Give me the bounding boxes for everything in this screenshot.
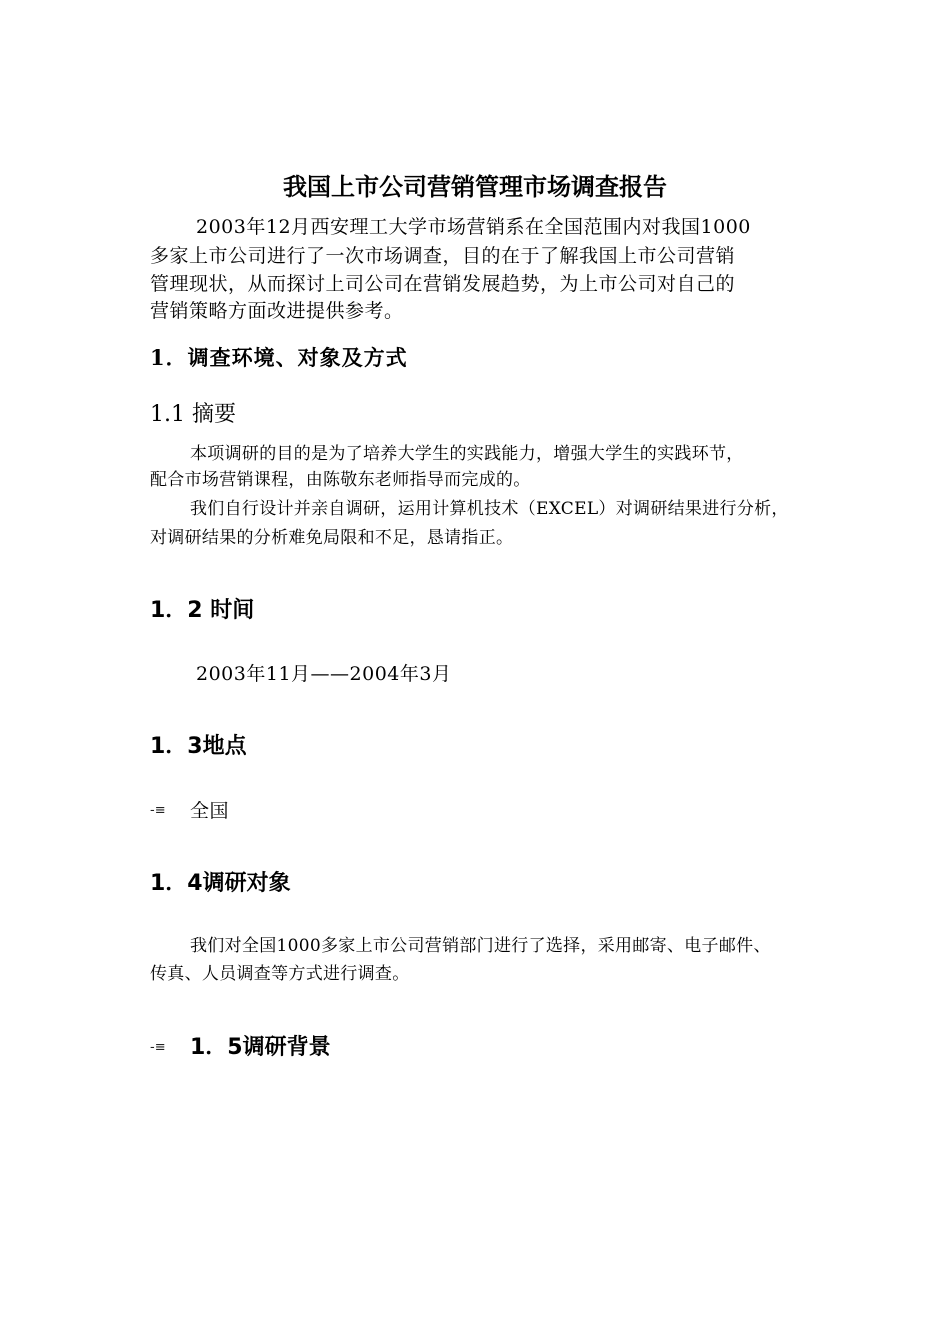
object-line: 我们对全国1000多家上市公司营销部门进行了选择，采用邮寄、电子邮件、 bbox=[190, 936, 771, 956]
intro-line: 2003年12月西安理工大学市场营销系在全国范围内对我国1000 bbox=[196, 216, 751, 238]
location-text: 全国 bbox=[190, 800, 230, 822]
document-title: 我国上市公司营销管理市场调查报告 bbox=[283, 173, 667, 201]
summary-line: 我们自行设计并亲自调研，运用计算机技术（EXCEL）对调研结果进行分析， bbox=[190, 499, 789, 519]
section-1-3-heading: 1．3地点 bbox=[150, 734, 247, 759]
object-line: 传真、人员调查等方式进行调查。 bbox=[150, 964, 410, 984]
section-1-1-heading: 1.1 摘要 bbox=[150, 402, 236, 427]
intro-line: 多家上市公司进行了一次市场调查，目的在于了解我国上市公司营销 bbox=[150, 245, 736, 267]
summary-line: 配合市场营销课程，由陈敬东老师指导而完成的。 bbox=[150, 470, 531, 490]
section-1-2-heading: 1．2 时间 bbox=[150, 598, 255, 623]
section-1-5-heading: 1．5调研背景 bbox=[190, 1035, 331, 1060]
list-marker-icon: -≡ bbox=[150, 1040, 166, 1055]
intro-line: 营销策略方面改进提供参考。 bbox=[150, 300, 404, 322]
summary-line: 本项调研的目的是为了培养大学生的实践能力，增强大学生的实践环节， bbox=[190, 444, 744, 464]
time-range-text: 2003年11月——2004年3月 bbox=[196, 663, 452, 685]
list-marker-icon: -≡ bbox=[150, 803, 166, 818]
section-1-4-heading: 1．4调研对象 bbox=[150, 871, 291, 896]
section-1-heading: 1．调查环境、对象及方式 bbox=[150, 345, 408, 370]
summary-line: 对调研结果的分析难免局限和不足，恳请指正。 bbox=[150, 528, 514, 548]
intro-line: 管理现状，从而探讨上司公司在营销发展趋势，为上市公司对自己的 bbox=[150, 273, 736, 295]
